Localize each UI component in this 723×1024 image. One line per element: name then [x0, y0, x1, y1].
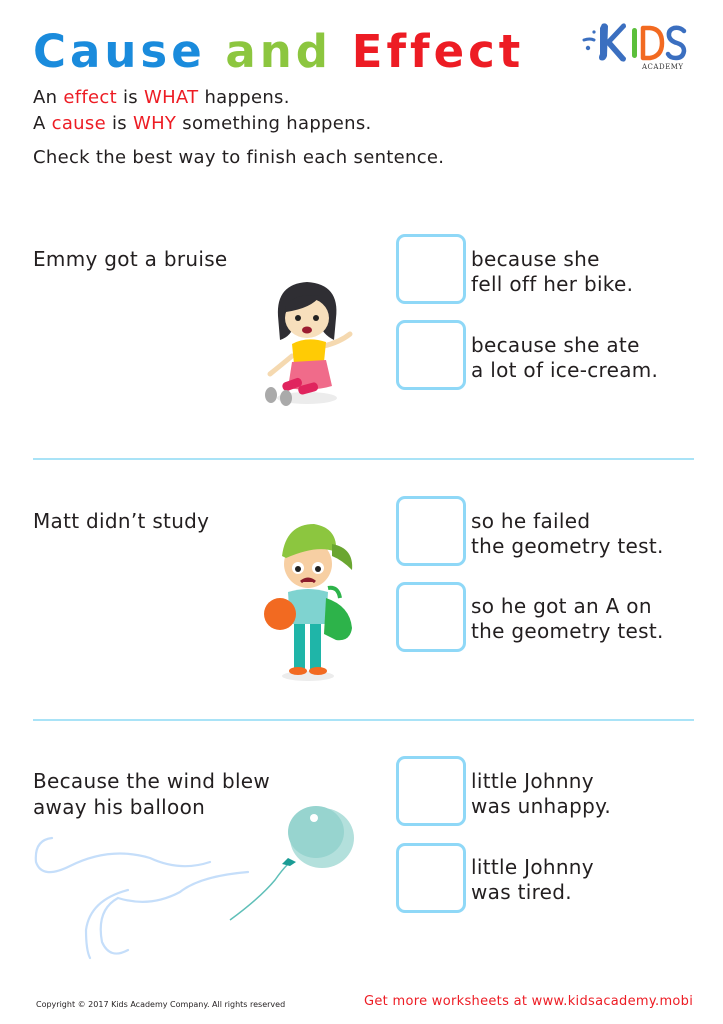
question-1-option-1-checkbox[interactable] [396, 234, 466, 304]
kids-academy-logo-icon [580, 18, 700, 70]
text: An [33, 87, 58, 108]
question-1-option-1-text [471, 247, 633, 297]
highlight-effect: effect [63, 87, 117, 108]
question-3-option-1-checkbox[interactable] [396, 756, 466, 826]
text: is [111, 113, 127, 134]
question-3-option-2-text [471, 855, 594, 905]
option-line: a lot of ice-cream. [471, 358, 659, 382]
option-line: little Johnny [471, 855, 594, 879]
question-2-option-1-checkbox[interactable] [396, 496, 466, 566]
prompt-line: Because the wind blew [33, 769, 271, 793]
question-2-option-2-checkbox[interactable] [396, 582, 466, 652]
highlight-cause: cause [51, 113, 106, 134]
page-title [33, 22, 524, 82]
section-divider [33, 719, 694, 721]
effect-definition [33, 86, 290, 110]
option-line: the geometry test. [471, 534, 664, 558]
balloon-wind-icon [30, 800, 370, 970]
highlight-what: WHAT [143, 87, 199, 108]
question-2-prompt: Matt didn’t study [33, 509, 210, 533]
option-line: because she ate [471, 333, 640, 357]
title-word-cause: Cause [33, 25, 206, 78]
promo-link[interactable]: Get more worksheets at www.kidsacademy.mobi [364, 994, 694, 1009]
question-2-option-2-text [471, 594, 664, 644]
option-line: was tired. [471, 880, 572, 904]
question-1-option-2-text [471, 333, 658, 383]
text: something happens. [182, 113, 372, 134]
option-line: little Johnny [471, 769, 594, 793]
text: A [33, 113, 46, 134]
option-line: fell off her bike. [471, 272, 634, 296]
girl-fallen-icon [262, 276, 362, 416]
boy-sad-backpack-icon [258, 508, 368, 683]
text: happens. [204, 87, 290, 108]
copyright-notice: Copyright © 2017 Kids Academy Company. All rights reserved [36, 1000, 286, 1009]
text: is [122, 87, 138, 108]
option-line: so he got an A on [471, 594, 652, 618]
question-1-prompt: Emmy got a bruise [33, 247, 228, 271]
kids-academy-logo [580, 18, 700, 70]
question-1-option-2-checkbox[interactable] [396, 320, 466, 390]
question-2-option-1-text [471, 509, 664, 559]
option-line: the geometry test. [471, 619, 664, 643]
instructions: Check the best way to finish each sentence. [33, 147, 445, 168]
cause-definition [33, 112, 372, 136]
title-word-and: and [225, 25, 333, 78]
prompt-line: away his balloon [33, 795, 206, 819]
option-line: was unhappy. [471, 794, 612, 818]
option-line: because she [471, 247, 600, 271]
option-line: so he failed [471, 509, 591, 533]
svg-text:ACADEMY: ACADEMY [642, 63, 684, 70]
question-3-option-2-checkbox[interactable] [396, 843, 466, 913]
title-word-effect: Effect [351, 25, 525, 78]
question-3-option-1-text [471, 769, 611, 819]
section-divider [33, 458, 694, 460]
highlight-why: WHY [133, 113, 177, 134]
